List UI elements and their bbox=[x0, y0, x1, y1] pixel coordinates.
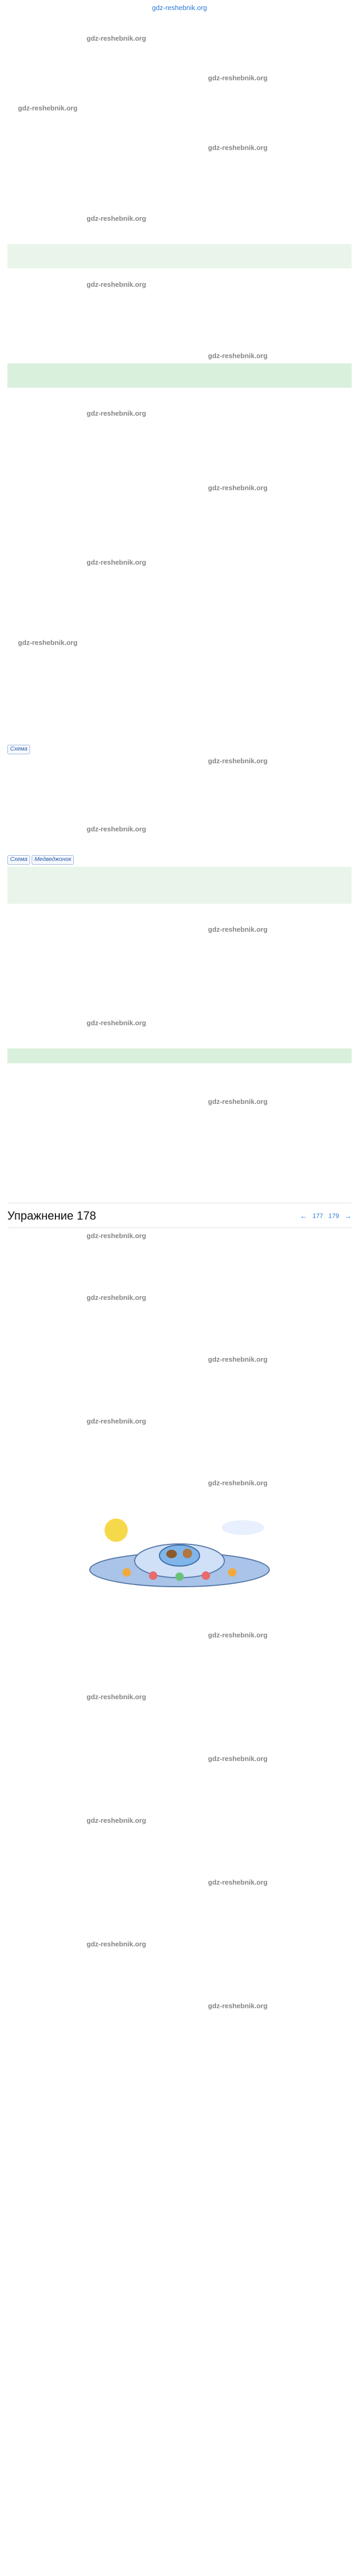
dialog-line bbox=[7, 1766, 352, 1774]
watermark: gdz-reshebnik.org bbox=[87, 280, 146, 289]
dialog-line bbox=[7, 1345, 352, 1353]
paragraph-4 bbox=[7, 85, 352, 101]
dialog-line bbox=[7, 1724, 352, 1732]
dialog-line bbox=[7, 1919, 352, 1928]
site-link[interactable]: gdz-reshebnik.org bbox=[152, 3, 207, 12]
watermark: gdz-reshebnik.org bbox=[208, 757, 268, 765]
dialog-line bbox=[7, 1734, 352, 1743]
dialog-line bbox=[7, 1407, 352, 1415]
dialog-line bbox=[7, 1263, 352, 1271]
bear-cub-icon bbox=[183, 1549, 192, 1558]
paragraph-23 bbox=[7, 600, 352, 617]
paragraph-7 bbox=[7, 154, 352, 161]
dialog-line bbox=[7, 1397, 352, 1405]
spaceship-icon bbox=[90, 1544, 269, 1587]
watermark: gdz-reshebnik.org bbox=[208, 1755, 268, 1763]
paragraph-11 bbox=[11, 247, 348, 264]
watermark: gdz-reshebnik.org bbox=[87, 1940, 146, 1948]
paragraph-16 bbox=[11, 367, 348, 383]
example-chip-row bbox=[7, 855, 352, 865]
dialog-line bbox=[7, 1848, 352, 1856]
dialog-line bbox=[7, 1858, 352, 1866]
watermark: gdz-reshebnik.org bbox=[18, 104, 78, 112]
dialog-line bbox=[7, 1961, 352, 1970]
watermark: gdz-reshebnik.org bbox=[87, 825, 146, 833]
example-chip: Медведжонок bbox=[32, 855, 74, 865]
watermark: gdz-reshebnik.org bbox=[87, 1417, 146, 1425]
dialog-line bbox=[7, 1991, 352, 2000]
dialog-line bbox=[7, 2032, 352, 2041]
watermark: gdz-reshebnik.org bbox=[208, 73, 268, 82]
dialog-line bbox=[7, 1704, 352, 1712]
paragraph-1 bbox=[7, 15, 352, 32]
watermark: gdz-reshebnik.org bbox=[208, 2001, 268, 2010]
watermark: gdz-reshebnik.org bbox=[208, 1097, 268, 1106]
paragraph-21 bbox=[7, 526, 352, 556]
exercise-title: Упражнение 178 bbox=[7, 1209, 96, 1223]
highlight-block-1 bbox=[7, 244, 352, 268]
paragraph-33 bbox=[7, 836, 352, 853]
dialog-line bbox=[7, 1776, 352, 1784]
highlight-block-3 bbox=[7, 867, 352, 904]
watermark: gdz-reshebnik.org bbox=[208, 483, 268, 492]
scheme-chip-row bbox=[7, 744, 352, 754]
top-bar bbox=[7, 2, 352, 14]
dialog-line bbox=[7, 1468, 352, 1477]
paragraph-35 bbox=[7, 906, 352, 923]
exercise-header bbox=[7, 1203, 352, 1228]
sun-icon bbox=[105, 1519, 128, 1542]
watermark: gdz-reshebnik.org bbox=[87, 1232, 146, 1240]
paragraph-32 bbox=[7, 805, 352, 822]
paragraph-37 bbox=[7, 968, 352, 997]
dialog-line bbox=[7, 1335, 352, 1343]
dialog-line bbox=[7, 1652, 352, 1661]
exercise-lines bbox=[7, 1243, 352, 1488]
watermark: gdz-reshebnik.org bbox=[87, 1018, 146, 1027]
illustration bbox=[7, 1493, 352, 1625]
paragraph-13 bbox=[7, 291, 352, 298]
spaceship-illustration bbox=[69, 1498, 290, 1620]
prev-exercise-link[interactable]: 177 bbox=[312, 1212, 323, 1220]
dialog-line bbox=[7, 1899, 352, 1908]
dialog-line bbox=[7, 1243, 352, 1251]
dialog-line bbox=[7, 1438, 352, 1447]
watermark: gdz-reshebnik.org bbox=[208, 1878, 268, 1886]
dialog-line bbox=[7, 1366, 352, 1375]
watermark: gdz-reshebnik.org bbox=[87, 558, 146, 566]
watermark: gdz-reshebnik.org bbox=[208, 143, 268, 152]
paragraph-12 bbox=[7, 270, 352, 278]
dialog-line bbox=[7, 1428, 352, 1437]
dialog-line bbox=[7, 1796, 352, 1804]
exercise-lines-after bbox=[7, 1642, 352, 2041]
paragraph-25 bbox=[7, 649, 352, 666]
dialog-line bbox=[7, 1253, 352, 1261]
watermark: gdz-reshebnik.org bbox=[87, 214, 146, 223]
dialog-line bbox=[7, 1868, 352, 1876]
paragraph-28 bbox=[7, 706, 352, 723]
paragraph-14 bbox=[7, 301, 352, 317]
watermark: gdz-reshebnik.org bbox=[208, 1478, 268, 1487]
paragraph-9 bbox=[7, 182, 352, 212]
dialog-line bbox=[7, 1889, 352, 1898]
paragraph-3 bbox=[7, 64, 352, 71]
dialog-line bbox=[7, 1786, 352, 1794]
watermark: gdz-reshebnik.org bbox=[87, 409, 146, 417]
watermark: gdz-reshebnik.org bbox=[18, 639, 78, 647]
dialog-line bbox=[7, 1387, 352, 1395]
paragraph-34 bbox=[11, 870, 348, 900]
watermark: gdz-reshebnik.org bbox=[208, 1631, 268, 1640]
dialog-line bbox=[7, 1981, 352, 1990]
watermark: gdz-reshebnik.org bbox=[87, 1294, 146, 1302]
cloud-icon bbox=[222, 1520, 264, 1535]
arrow-right-icon[interactable]: → bbox=[344, 1212, 352, 1221]
paragraph-6 bbox=[7, 124, 352, 141]
paragraph-5 bbox=[7, 115, 352, 122]
dialog-line bbox=[7, 1642, 352, 1651]
paragraph-36 bbox=[7, 936, 352, 966]
next-exercise-link[interactable]: 179 bbox=[328, 1212, 339, 1220]
watermark: gdz-reshebnik.org bbox=[87, 1816, 146, 1825]
dialog-line bbox=[7, 1448, 352, 1457]
paragraph-22 bbox=[7, 568, 352, 598]
paragraph-44 bbox=[7, 1171, 352, 1178]
dialog-line bbox=[7, 1273, 352, 1281]
paragraph-18 bbox=[7, 420, 352, 449]
dialog-line bbox=[7, 1909, 352, 1918]
paragraph-26 bbox=[7, 668, 352, 685]
highlight-block-4 bbox=[7, 1048, 352, 1063]
dialog-line bbox=[7, 1315, 352, 1323]
dialog-line bbox=[7, 1283, 352, 1291]
dialog-line bbox=[7, 1325, 352, 1333]
dialog-line bbox=[7, 1682, 352, 1691]
dialog-line bbox=[7, 1828, 352, 1836]
paragraph-17 bbox=[7, 390, 352, 407]
dialog-line bbox=[7, 1305, 352, 1313]
dialog-line bbox=[7, 1806, 352, 1814]
paragraph-40 bbox=[11, 1052, 348, 1059]
dialog-line bbox=[7, 1929, 352, 1938]
paragraph-27 bbox=[7, 687, 352, 704]
paragraph-43 bbox=[7, 1139, 352, 1169]
dialog-line bbox=[7, 1744, 352, 1753]
paragraph-8 bbox=[7, 163, 352, 180]
exercise-nav bbox=[300, 1211, 352, 1221]
paragraph-31 bbox=[7, 786, 352, 803]
paragraph-38 bbox=[7, 999, 352, 1016]
paragraph-41 bbox=[7, 1065, 352, 1095]
watermark: gdz-reshebnik.org bbox=[87, 1693, 146, 1701]
paragraph-42 bbox=[7, 1108, 352, 1137]
dialog-line bbox=[7, 1672, 352, 1681]
watermark: gdz-reshebnik.org bbox=[208, 1355, 268, 1363]
dialog-line bbox=[7, 2012, 352, 2021]
watermark: gdz-reshebnik.org bbox=[208, 352, 268, 360]
watermark: gdz-reshebnik.org bbox=[208, 925, 268, 933]
paragraph-45 bbox=[7, 1181, 352, 1197]
paragraph-29 bbox=[7, 725, 352, 742]
dialog-line bbox=[7, 1376, 352, 1385]
dialog-line bbox=[7, 2022, 352, 2031]
scheme-chip-2: Схема bbox=[7, 855, 30, 865]
paragraph-20 bbox=[7, 494, 352, 524]
paragraph-24 bbox=[7, 619, 352, 636]
watermark: gdz-reshebnik.org bbox=[87, 34, 146, 42]
paragraph-19 bbox=[7, 452, 352, 481]
paragraph-15 bbox=[7, 320, 352, 349]
scheme-chip: Схема bbox=[7, 745, 30, 754]
paragraph-10 bbox=[7, 225, 352, 242]
dialog-line bbox=[7, 1714, 352, 1722]
dialog-line bbox=[7, 1951, 352, 1960]
paragraph-30 bbox=[7, 767, 352, 784]
hedgehog-icon bbox=[166, 1550, 177, 1558]
paragraph-2 bbox=[7, 45, 352, 62]
dialog-line bbox=[7, 1838, 352, 1846]
dialog-line bbox=[7, 1458, 352, 1467]
paragraph-39 bbox=[7, 1029, 352, 1046]
dialog-line bbox=[7, 1971, 352, 1980]
highlight-block-2 bbox=[7, 363, 352, 388]
dialog-line bbox=[7, 1662, 352, 1671]
arrow-left-icon[interactable]: ← bbox=[299, 1212, 307, 1221]
